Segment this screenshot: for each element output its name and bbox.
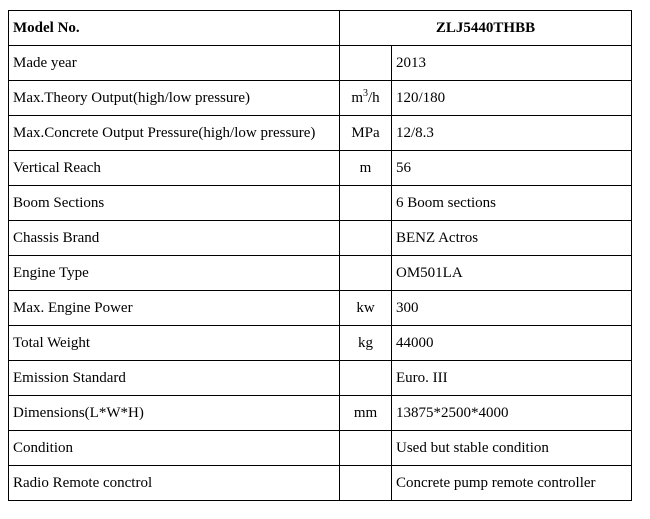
row-label: Max.Theory Output(high/low pressure) [9, 81, 340, 116]
table-row [9, 116, 632, 151]
row-value: Euro. III [392, 361, 632, 396]
table-row [9, 431, 632, 466]
row-label: Total Weight [9, 326, 340, 361]
row-value: Used but stable condition [392, 431, 632, 466]
table-row [9, 46, 632, 81]
row-value: OM501LA [392, 256, 632, 291]
row-unit: mm [340, 396, 392, 431]
row-label: Max.Concrete Output Pressure(high/low pressure) [9, 116, 340, 151]
row-unit [340, 186, 392, 221]
table-row [9, 256, 632, 291]
row-value: BENZ Actros [392, 221, 632, 256]
row-label: Radio Remote conctrol [9, 466, 340, 501]
table-row [9, 396, 632, 431]
table-row [9, 81, 632, 116]
unit-tail: /h [368, 90, 380, 106]
row-value: 2013 [392, 46, 632, 81]
spec-table [8, 10, 632, 501]
row-label: Max. Engine Power [9, 291, 340, 326]
row-unit: kw [340, 291, 392, 326]
row-unit [340, 221, 392, 256]
row-label: Boom Sections [9, 186, 340, 221]
table-row [9, 326, 632, 361]
row-value: 6 Boom sections [392, 186, 632, 221]
table-header-row [9, 11, 632, 46]
table-row [9, 291, 632, 326]
table-row [9, 186, 632, 221]
row-value: 120/180 [392, 81, 632, 116]
row-unit [340, 46, 392, 81]
table-row [9, 466, 632, 501]
row-unit: kg [340, 326, 392, 361]
row-label: Engine Type [9, 256, 340, 291]
table-row [9, 221, 632, 256]
row-label: Made year [9, 46, 340, 81]
row-value: 56 [392, 151, 632, 186]
row-unit: m [340, 151, 392, 186]
row-label: Emission Standard [9, 361, 340, 396]
table-row [9, 151, 632, 186]
row-unit [340, 466, 392, 501]
row-value: Concrete pump remote controller [392, 466, 632, 501]
row-unit [340, 81, 392, 116]
row-label: Dimensions(L*W*H) [9, 396, 340, 431]
row-unit: MPa [340, 116, 392, 151]
row-value: 13875*2500*4000 [392, 396, 632, 431]
row-label: Vertical Reach [9, 151, 340, 186]
row-unit [340, 256, 392, 291]
unit-base: m [351, 90, 363, 106]
row-label: Condition [9, 431, 340, 466]
row-value: 300 [392, 291, 632, 326]
row-label: Chassis Brand [9, 221, 340, 256]
row-value: 12/8.3 [392, 116, 632, 151]
model-number-cell: ZLJ5440THBB [340, 11, 632, 46]
unit-superscript: 3 [363, 88, 368, 99]
header-label-cell: Model No. [9, 11, 340, 46]
table-row [9, 361, 632, 396]
row-unit [340, 361, 392, 396]
row-unit [340, 431, 392, 466]
row-value: 44000 [392, 326, 632, 361]
